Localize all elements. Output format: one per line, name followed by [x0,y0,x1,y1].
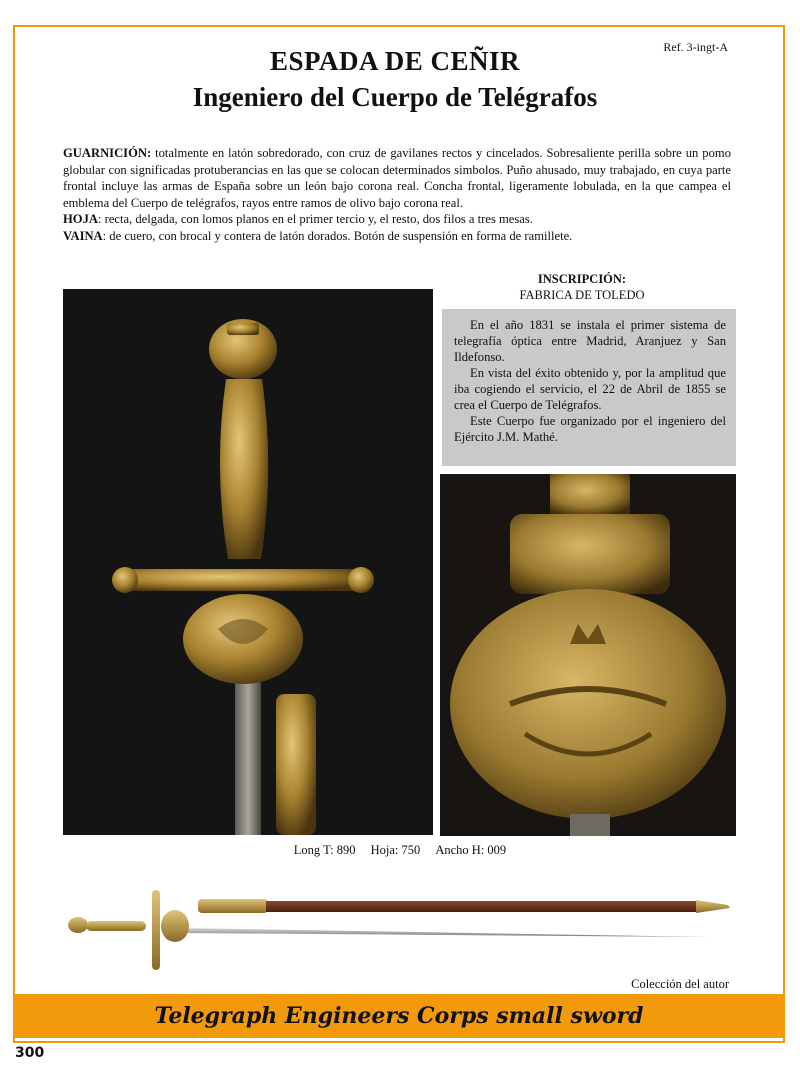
hoja-text: : recta, delgada, con lomos planos en el primer tercio y, el resto, dos filos a tres mesas. [97,212,533,226]
guarnicion-label: GUARNICIÓN: [63,146,152,160]
inscription [440,271,724,303]
description-block [63,145,731,244]
vaina-label: VAINA [63,228,103,243]
inscription-text: FABRICA DE TOLEDO [519,288,645,302]
guarnicion-text: totalmente en latón sobredorado, con cruz de gavilanes rectos y cincelados. Sobresaliente perilla sobre un pomo globular con significadas protuberancias en las que se colocan determinados simbolos. Puño ahusado, muy trabajado, en cuya parte frontal incluye las armas de España sobre un león bajo corona real. Concha frontal, ligeramente lobulada, en la que campea el emblema del Cuerpo de telégrafos, rayos entre ramos de olivo bajo corona real. [63,146,731,210]
full-sword-illustration [60,885,740,975]
shell-illustration [440,474,736,836]
history-paragraph-3: Este Cuerpo fue organizado por el ingeniero del Ejército J.M. Mathé. [454,414,726,444]
vaina-text: : de cuero, con brocal y contera de latón dorados. Botón de suspensión en forma de ramillete. [102,228,573,243]
history-paragraph-1: En el año 1831 se instala el primer sistema de telegrafía óptica entre Madrid, Aranjuez y San Ildefonso. [454,318,726,364]
page-number: 300 [15,1045,45,1061]
banner-text: Telegraph Engineers Corps small sword [154,1003,644,1029]
reference-code: Ref. 3-ingt-A [663,40,728,54]
hilt-photo [63,289,433,835]
title-banner [13,994,785,1038]
dimension-width: Ancho H: 009 [435,843,507,857]
dimension-blade: Hoja: 750 [370,843,421,857]
hilt-illustration [63,289,433,835]
hoja-label: HOJA [63,212,98,226]
collection-credit: Colección del autor [631,977,729,991]
history-box [442,309,736,466]
dimensions [0,843,800,858]
history-paragraph-2: En vista del éxito obtenido y, por la amplitud que iba cogiendo el servicio, el 22 de Abril de 1855 se crea el Cuerpo de Telégrafos. [454,366,726,412]
inscription-label: INSCRIPCIÓN: [537,272,627,286]
page-subtitle: Ingeniero del Cuerpo de Telégrafos [192,82,598,112]
dimension-length: Long T: 890 [293,843,356,857]
shell-detail-photo [440,474,736,836]
page-title: ESPADA DE CEÑIR [269,46,521,76]
